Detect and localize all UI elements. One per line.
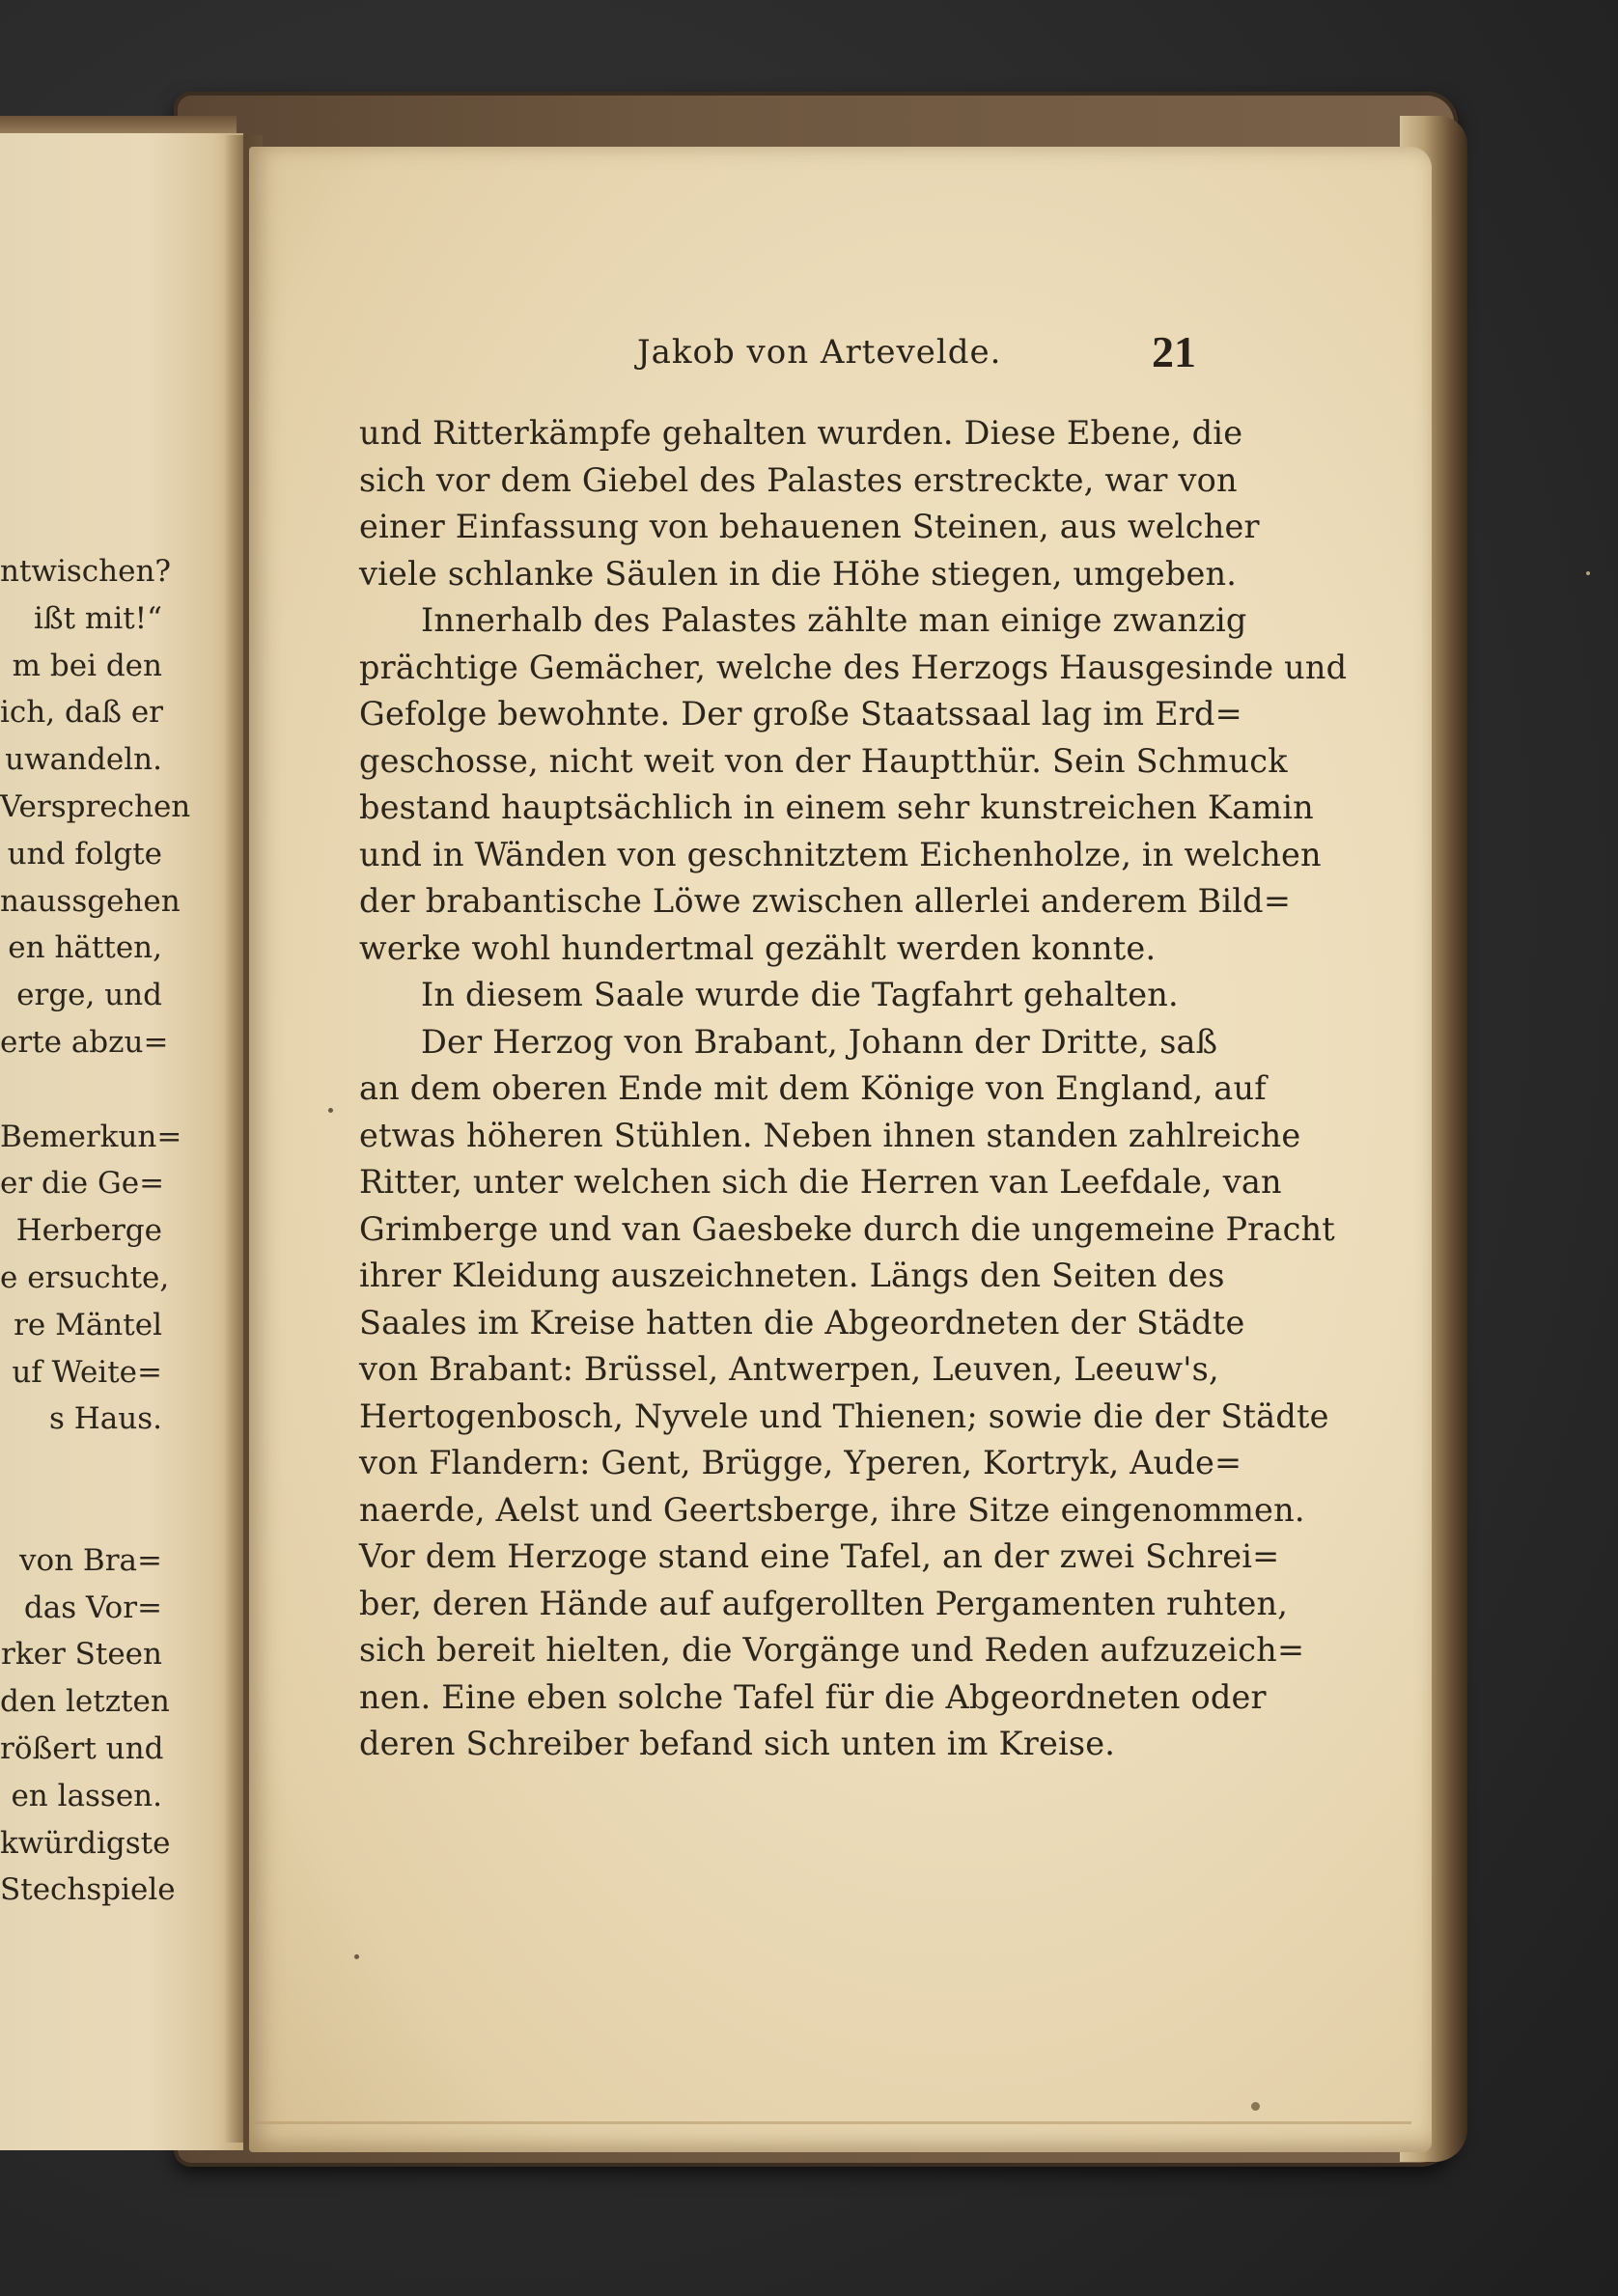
text-line: ber, deren Hände auf aufgerollten Pergamenten ruhten, [359,1584,1289,1622]
left-page-text [0,548,191,1914]
left-text-line [0,1066,162,1114]
text-line: Innerhalb des Palastes zählte man einige zwanzig [421,601,1247,639]
left-text-line: erte abzu= [0,1024,169,1060]
left-text-line: er die Ge= [0,1166,165,1202]
left-text-line: erge, und [16,978,162,1013]
left-text-line: uwandeln. [5,742,162,778]
text-line: naerde, Aelst und Geertsberge, ihre Sitze eingenommen. [359,1490,1305,1529]
left-text-line: s Haus. [48,1401,162,1437]
text-line: Saales im Kreise hatten die Abgeordneten der Städte [359,1303,1245,1342]
text-line: und Ritterkämpfe gehalten wurden. Diese Ebene, die [359,414,1243,452]
left-text-line: und folgte [7,836,162,871]
text-line: sich vor dem Giebel des Palastes erstreckte, war von [359,460,1238,499]
text-line: von Brabant: Brüssel, Antwerpen, Leuven, Leeuw's, [359,1350,1219,1388]
text-line: Gefolge bewohnte. Der große Staatssaal lag im Erd= [359,695,1242,733]
text-line: einer Einfassung von behauenen Steinen, aus welcher [359,508,1260,545]
text-line: prächtige Gemächer, welche des Herzogs Hausgesinde und [359,648,1348,686]
left-text-line: kwürdigste [0,1825,171,1861]
left-text-line [0,1490,162,1537]
left-text-line: re Mäntel [14,1307,162,1342]
right-page-text [359,410,1348,1768]
text-line: bestand hauptsächlich in einem sehr kunstreichen Kamin [359,788,1314,826]
left-text-line: Herberge [15,1213,162,1249]
left-text-line: uf Weite= [12,1354,162,1390]
left-text-line: m bei den [12,648,162,683]
text-line: ihrer Kleidung auszeichneten. Längs den Seiten des [359,1257,1225,1294]
left-text-line [0,1443,162,1490]
left-page [0,133,243,2150]
left-text-line: en hätten, [8,930,162,966]
paper-speck [328,1108,333,1113]
text-line: Ritter, unter welchen sich die Herren van Leefdale, van [359,1163,1282,1201]
page-bottom-edge [253,2121,1411,2124]
left-text-line: ich, daß er [0,695,164,731]
left-text-line: rößert und [0,1730,164,1766]
left-text-line: Bemerkun= [0,1119,182,1154]
running-head: Jakob von Artevelde. [637,333,1002,372]
page-number: 21 [1152,327,1196,376]
paper-speck [1586,571,1590,575]
paper-speck [354,1954,359,1959]
left-text-line: e ersuchte, [0,1259,170,1295]
text-line: Vor dem Herzoge stand eine Tafel, an der zwei Schrei= [359,1537,1280,1575]
text-line: geschosse, nicht weit von der Hauptthür. Sein Schmuck [359,741,1288,780]
text-line: nen. Eine eben solche Tafel für die Abgeordneten oder [359,1677,1267,1716]
text-line: In diesem Saale wurde die Tagfahrt gehalten. [421,976,1179,1013]
left-text-line: ntwischen? [0,554,172,589]
text-line: der brabantische Löwe zwischen allerlei anderem Bild= [359,882,1292,920]
text-line: an dem oberen Ende mit dem Könige von England, auf [359,1069,1267,1107]
text-line: sich bereit hielten, die Vorgänge und Reden aufzuzeich= [359,1631,1305,1669]
left-text-line: Stechspiele [0,1872,176,1908]
text-line: Der Herzog von Brabant, Johann der Dritte, saß [421,1022,1218,1061]
text-line: viele schlanke Säulen in die Höhe stiegen, umgeben. [359,554,1238,593]
left-text-line: ißt mit!“ [33,600,162,636]
paper-speck [1251,2102,1260,2111]
left-text-line: naussgehen [0,883,181,919]
text-line: deren Schreiber befand sich unten im Kreise. [359,1725,1116,1762]
left-text-line: den letzten [0,1684,170,1720]
text-line: und in Wänden von geschnitztem Eichenholze, in welchen [359,835,1322,873]
left-text-line: von Bra= [18,1542,162,1578]
left-text-line: das Vor= [23,1590,162,1625]
left-text-line: en lassen. [11,1778,162,1813]
text-line: von Flandern: Gent, Brügge, Yperen, Kortryk, Aude= [359,1444,1242,1481]
text-line: werke wohl hundertmal gezählt werden konnte. [359,928,1157,967]
text-line: Grimberge und van Gaesbeke durch die ungemeine Pracht [359,1209,1335,1248]
left-text-line: Versprechen [0,788,191,824]
left-text-line: rker Steen [1,1637,162,1673]
text-line: etwas höheren Stühlen. Neben ihnen standen zahlreiche [359,1116,1301,1154]
text-line: Hertogenbosch, Nyvele und Thienen; sowie die der Städte [359,1397,1329,1435]
